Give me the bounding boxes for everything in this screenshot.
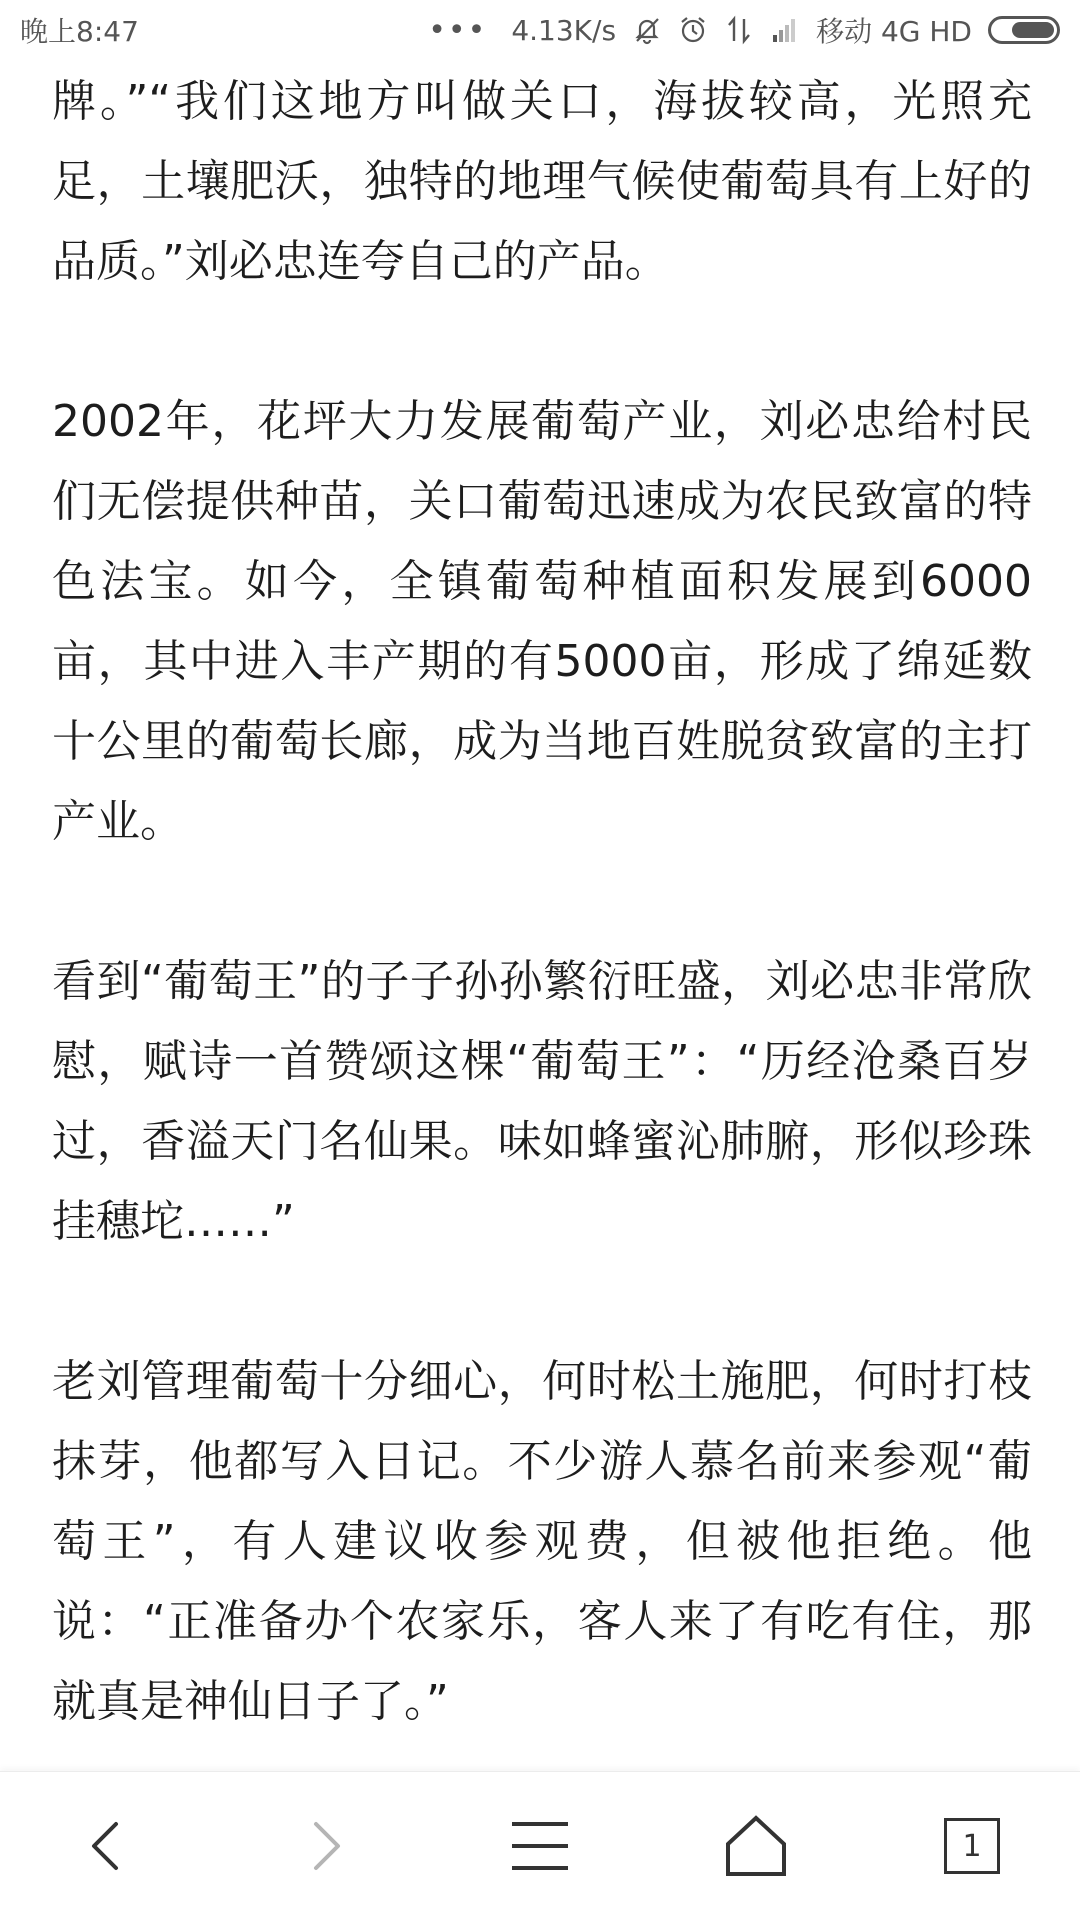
article-body [52, 62, 1032, 1742]
battery-level [1012, 22, 1054, 38]
carrier-label: 移动 4G HD [816, 15, 972, 48]
signal-icon [770, 15, 800, 45]
mute-icon [632, 15, 662, 45]
back-icon [78, 1816, 138, 1876]
menu-icon [508, 1816, 572, 1876]
notification-dots: ••• [428, 12, 488, 48]
tabs-button[interactable] [912, 1786, 1032, 1906]
article-paragraph: 牌。”“我们这地方叫做关口，海拔较高，光照充足，土壤肥沃，独特的地理气候使葡萄具有上好的品质。”刘必忠连夸自己的产品。 [52, 76, 1032, 287]
alarm-icon [678, 15, 708, 45]
forward-icon [294, 1816, 354, 1876]
battery-icon [988, 16, 1060, 44]
network-speed: 4.13K/s [511, 13, 617, 47]
browser-bottom-toolbar [0, 1771, 1080, 1920]
menu-button[interactable] [480, 1786, 600, 1906]
forward-button[interactable] [264, 1786, 384, 1906]
article-paragraph: 看到“葡萄王”的子子孙孙繁衍旺盛，刘必忠非常欣慰，赋诗一首赞颂这棵“葡萄王”：“历经沧桑百岁过，香溢天门名仙果。味如蜂蜜沁肺腑，形似珍珠挂穗坨……” [52, 956, 1032, 1247]
article-paragraph: 老刘管理葡萄十分细心，何时松土施肥，何时打枝抹芽，他都写入日记。不少游人慕名前来参观“葡萄王”，有人建议收参观费，但被他拒绝。他说：“正准备办个农家乐，客人来了有吃有住，那就真是神仙日子了。” [52, 1356, 1032, 1727]
tab-count-badge: 1 [944, 1818, 1000, 1874]
home-icon [724, 1814, 788, 1878]
home-button[interactable] [696, 1786, 816, 1906]
status-bar [0, 0, 1080, 60]
data-transfer-icon [724, 15, 754, 45]
status-time: 晚上8:47 [20, 15, 139, 48]
back-button[interactable] [48, 1786, 168, 1906]
article-paragraph: 2002年，花坪大力发展葡萄产业，刘必忠给村民们无偿提供种苗，关口葡萄迅速成为农民致富的特色法宝。如今，全镇葡萄种植面积发展到6000亩，其中进入丰产期的有5000亩，形成了绵延数十公里的葡萄长廊，成为当地百姓脱贫致富的主打产业。 [52, 396, 1032, 847]
